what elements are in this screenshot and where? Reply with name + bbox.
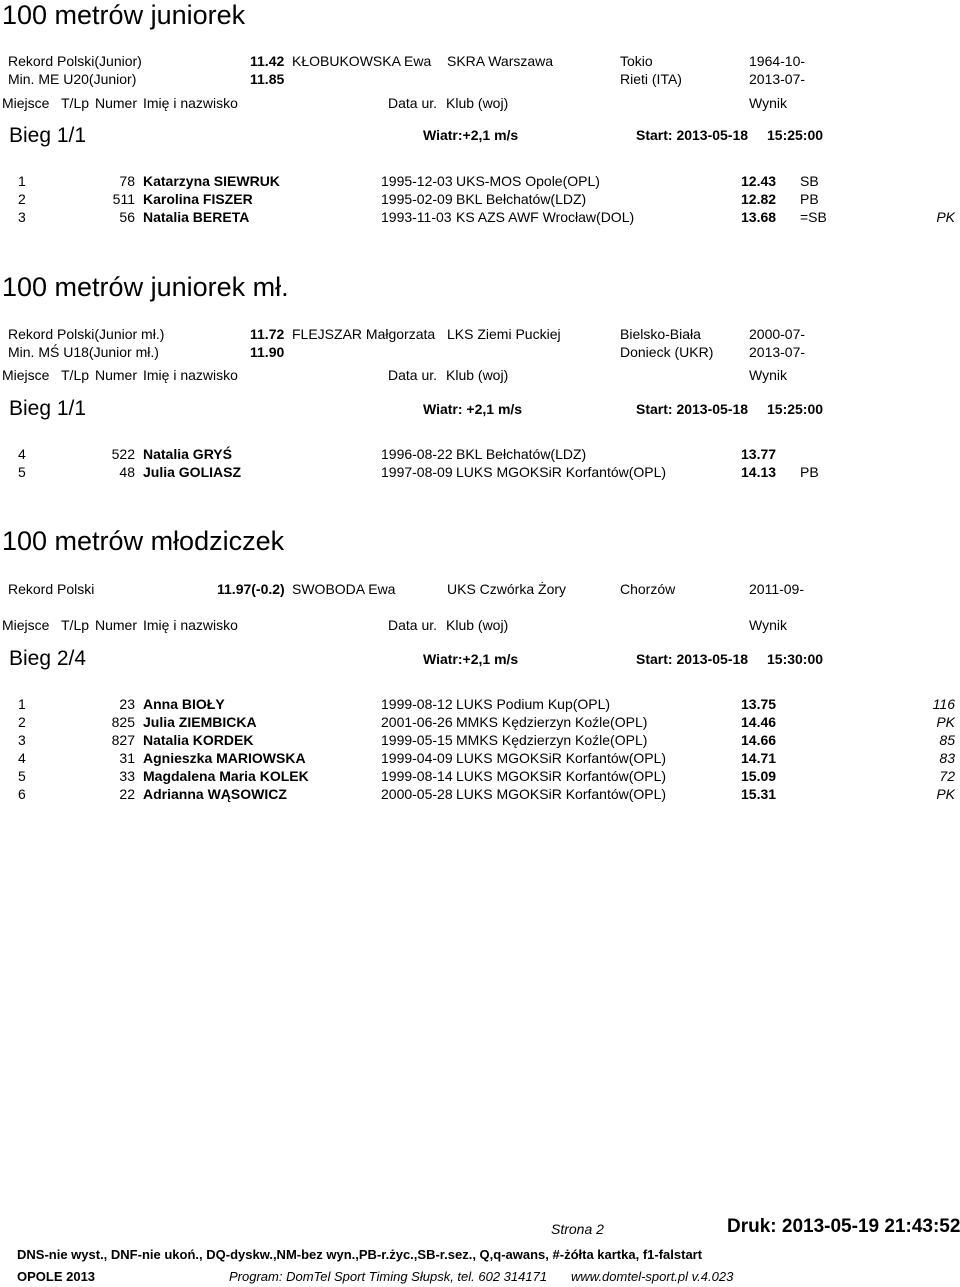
record-place: Bielsko-Biała (620, 326, 701, 342)
header-wynik: Wynik (749, 95, 787, 111)
row-athlete: Magdalena Maria KOLEK (143, 768, 309, 784)
row-athlete: Karolina FISZER (143, 191, 253, 207)
row-dob: 1999-08-14 (381, 768, 453, 784)
row-number: 33 (119, 768, 135, 784)
record-date: 2011-09- (749, 581, 805, 597)
row-club: KS AZS AWF Wrocław(DOL) (456, 209, 635, 225)
header-tlp: T/Lp (61, 95, 90, 111)
header-wynik: Wynik (749, 367, 787, 383)
header-wynik: Wynik (749, 617, 787, 633)
row-number: 825 (111, 714, 135, 730)
row-result: 12.82 (741, 191, 777, 207)
header-date: Data ur. (388, 367, 438, 383)
row-number: 22 (119, 786, 135, 802)
heat-time: 15:30:00 (767, 651, 824, 667)
header-miejsce: Miejsce (2, 367, 50, 383)
row-extra: 72 (939, 768, 955, 784)
page-number: Strona 2 (551, 1221, 604, 1237)
row-club: UKS-MOS Opole(OPL) (456, 173, 600, 189)
row-club: LUKS MGOKSiR Korfantów(OPL) (456, 750, 667, 766)
row-athlete: Natalia BERETA (143, 209, 250, 225)
heat-wind: Wiatr:+2,1 m/s (423, 651, 519, 667)
row-number: 78 (119, 173, 135, 189)
row-place: 4 (18, 750, 26, 766)
header-numer: Numer (95, 617, 138, 633)
heat-time: 15:25:00 (767, 401, 824, 417)
header-club: Klub (woj) (446, 617, 509, 633)
event-name: OPOLE 2013 (17, 1269, 96, 1284)
row-dob: 1993-11-03 (381, 209, 452, 225)
website-link[interactable]: www.domtel-sport.pl v.4.023 (571, 1269, 734, 1284)
row-number: 48 (119, 464, 135, 480)
row-number: 23 (119, 696, 135, 712)
row-result: 14.71 (741, 750, 777, 766)
record-holder: KŁOBUKOWSKA Ewa (292, 53, 432, 69)
record-place: Donieck (UKR) (620, 344, 714, 360)
record-place: Tokio (620, 53, 653, 69)
row-athlete: Katarzyna SIEWRUK (143, 173, 280, 189)
header-tlp: T/Lp (61, 617, 90, 633)
row-note: PB (800, 191, 819, 207)
row-result: 14.13 (741, 464, 777, 480)
row-extra: 116 (932, 696, 955, 712)
header-club: Klub (woj) (446, 367, 509, 383)
header-club: Klub (woj) (446, 95, 509, 111)
record-club: LKS Ziemi Puckiej (447, 326, 561, 342)
heat-wind: Wiatr: +2,1 m/s (423, 401, 523, 417)
row-result: 12.43 (741, 173, 777, 189)
record-result: 11.72 (250, 326, 285, 342)
row-dob: 2001-06-26 (381, 714, 453, 730)
heat-start: Start: 2013-05-18 (636, 401, 749, 417)
row-athlete: Natalia GRYŚ (143, 446, 232, 462)
record-date: 2000-07- (749, 326, 806, 342)
row-club: LUKS MGOKSiR Korfantów(OPL) (456, 464, 667, 480)
heat-time: 15:25:00 (767, 127, 824, 143)
row-place: 1 (18, 173, 26, 189)
record-label: Rekord Polski (8, 581, 95, 597)
header-miejsce: Miejsce (2, 617, 50, 633)
header-miejsce: Miejsce (2, 95, 50, 111)
record-place: Rieti (ITA) (620, 71, 682, 87)
row-number: 511 (112, 191, 135, 207)
row-dob: 1995-12-03 (381, 173, 453, 189)
row-note: PB (800, 464, 819, 480)
row-extra: PK (936, 786, 955, 802)
row-athlete: Adrianna WĄSOWICZ (143, 786, 287, 802)
heat-start: Start: 2013-05-18 (636, 127, 749, 143)
record-place: Chorzów (620, 581, 676, 597)
row-athlete: Julia ZIEMBICKA (143, 714, 257, 730)
heat-label: Bieg 1/1 (9, 124, 87, 147)
record-holder: FLEJSZAR Małgorzata (292, 326, 436, 342)
print-timestamp: Druk: 2013-05-19 21:43:52 (727, 1216, 960, 1237)
row-athlete: Anna BIOŁY (143, 696, 225, 712)
record-date: 2013-07- (749, 344, 806, 360)
row-number: 31 (119, 750, 135, 766)
row-place: 4 (18, 446, 26, 462)
heat-label: Bieg 1/1 (9, 397, 87, 420)
row-result: 13.77 (741, 446, 777, 462)
row-extra: 85 (939, 732, 955, 748)
record-holder: SWOBODA Ewa (292, 581, 396, 597)
record-label: Rekord Polski(Junior mł.) (8, 326, 165, 342)
row-extra: PK (936, 209, 955, 225)
row-place: 6 (18, 786, 26, 802)
row-place: 1 (18, 696, 26, 712)
row-club: BKL Bełchatów(LDZ) (456, 191, 587, 207)
row-note: SB (800, 173, 819, 189)
row-number: 522 (111, 446, 135, 462)
row-result: 13.68 (741, 209, 777, 225)
record-label: Min. ME U20(Junior) (8, 71, 137, 87)
row-extra: 83 (939, 750, 955, 766)
section-title: 100 metrów juniorek mł. (2, 272, 289, 302)
header-date: Data ur. (388, 95, 438, 111)
row-place: 2 (18, 714, 26, 730)
legend-text: DNS-nie wyst., DNF-nie ukoń., DQ-dyskw.,NM-bez wyn.,PB-r.życ.,SB-r.sez., Q,q-awans, #-żółta kartka, f1-falstart (17, 1247, 703, 1262)
row-result: 13.75 (741, 696, 777, 712)
row-club: MMKS Kędzierzyn Koźle(OPL) (456, 714, 648, 730)
row-result: 14.46 (741, 714, 777, 730)
program-info: Program: DomTel Sport Timing Słupsk, tel. 602 314171 (229, 1269, 548, 1284)
heat-wind: Wiatr:+2,1 m/s (423, 127, 519, 143)
row-result: 14.66 (741, 732, 777, 748)
row-number: 827 (111, 732, 135, 748)
row-place: 3 (18, 209, 26, 225)
section-title: 100 metrów młodziczek (2, 526, 285, 556)
row-dob: 1999-08-12 (381, 696, 453, 712)
row-number: 56 (119, 209, 135, 225)
row-dob: 1996-08-22 (381, 446, 453, 462)
section-title: 100 metrów juniorek (2, 0, 246, 30)
header-numer: Numer (95, 95, 138, 111)
record-result: 11.90 (250, 344, 285, 360)
row-club: BKL Bełchatów(LDZ) (456, 446, 587, 462)
row-club: LUKS MGOKSiR Korfantów(OPL) (456, 768, 667, 784)
row-athlete: Julia GOLIASZ (143, 464, 242, 480)
record-date: 2013-07- (749, 71, 806, 87)
row-note: =SB (800, 209, 827, 225)
row-result: 15.31 (741, 786, 777, 802)
record-result: 11.42 (250, 53, 285, 69)
record-date: 1964-10- (749, 53, 806, 69)
row-athlete: Agnieszka MARIOWSKA (143, 750, 306, 766)
header-name: Imię i nazwisko (143, 617, 238, 633)
row-club: LUKS Podium Kup(OPL) (456, 696, 611, 712)
header-name: Imię i nazwisko (143, 367, 238, 383)
record-label: Rekord Polski(Junior) (8, 53, 142, 69)
record-club: UKS Czwórka Żory (447, 581, 567, 597)
row-dob: 1995-02-09 (381, 191, 453, 207)
header-name: Imię i nazwisko (143, 95, 238, 111)
row-dob: 1999-04-09 (381, 750, 453, 766)
record-result: 11.85 (250, 71, 285, 87)
row-extra: PK (936, 714, 955, 730)
header-tlp: T/Lp (61, 367, 90, 383)
row-dob: 2000-05-28 (381, 786, 453, 802)
row-club: LUKS MGOKSiR Korfantów(OPL) (456, 786, 667, 802)
row-place: 2 (18, 191, 26, 207)
row-place: 5 (18, 768, 26, 784)
row-dob: 1997-08-09 (381, 464, 453, 480)
header-date: Data ur. (388, 617, 438, 633)
heat-label: Bieg 2/4 (9, 647, 87, 670)
row-place: 3 (18, 732, 26, 748)
record-result: 11.97(-0.2) (217, 581, 285, 597)
row-result: 15.09 (741, 768, 777, 784)
record-label: Min. MŚ U18(Junior mł.) (8, 344, 159, 360)
row-athlete: Natalia KORDEK (143, 732, 254, 748)
row-dob: 1999-05-15 (381, 732, 453, 748)
header-numer: Numer (95, 367, 138, 383)
row-place: 5 (18, 464, 26, 480)
row-club: MMKS Kędzierzyn Koźle(OPL) (456, 732, 648, 748)
record-club: SKRA Warszawa (447, 53, 554, 69)
heat-start: Start: 2013-05-18 (636, 651, 749, 667)
